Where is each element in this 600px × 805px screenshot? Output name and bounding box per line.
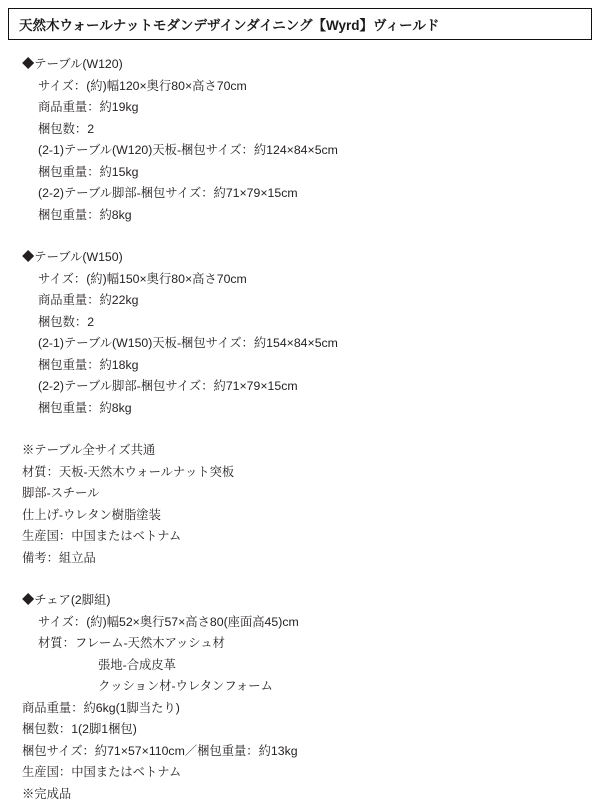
page-title: 天然木ウォールナットモダンデザインダイニング【Wyrd】ヴィールド	[19, 14, 439, 34]
spec-line: 材質：天板-天然木ウォールナット突板	[22, 462, 590, 484]
spec-line: 商品重量：約22kg	[22, 290, 590, 312]
document-title-bar	[8, 8, 592, 40]
spec-line: 梱包重量：約18kg	[22, 355, 590, 377]
spec-line: ◆テーブル(W120)	[22, 54, 590, 76]
spec-line: 商品重量：約6kg(1脚当たり)	[22, 698, 590, 720]
spec-line: 梱包数：2	[22, 312, 590, 334]
spec-block-table-w120	[22, 54, 590, 226]
spec-line: 梱包数：2	[22, 119, 590, 141]
spec-line: 梱包重量：約8kg	[22, 205, 590, 227]
block-spacer	[22, 226, 590, 247]
spec-line: 生産国：中国またはベトナム	[22, 526, 590, 548]
block-spacer	[22, 569, 590, 590]
spec-line: 商品重量：約19kg	[22, 97, 590, 119]
spec-line: 生産国：中国またはベトナム	[22, 762, 590, 784]
spec-block-table-common	[22, 440, 590, 569]
spec-line: (2-2)テーブル脚部-梱包サイズ：約71×79×15cm	[22, 183, 590, 205]
spec-line: ◆テーブル(W150)	[22, 247, 590, 269]
spec-line: 梱包サイズ：約71×57×110cm／梱包重量：約13kg	[22, 741, 590, 763]
spec-line: ※テーブル全サイズ共通	[22, 440, 590, 462]
spec-line: 梱包数：1(2脚1梱包)	[22, 719, 590, 741]
spec-line: 張地-合成皮革	[22, 655, 590, 677]
spec-document-page	[0, 8, 600, 728]
spec-block-chair-set	[22, 590, 590, 805]
block-spacer	[22, 419, 590, 440]
spec-line: サイズ：(約)幅150×奥行80×高さ70cm	[22, 269, 590, 291]
spec-line: ※完成品	[22, 784, 590, 805]
spec-line: (2-1)テーブル(W150)天板-梱包サイズ：約154×84×5cm	[22, 333, 590, 355]
spec-line: 材質：フレーム-天然木アッシュ材	[22, 633, 590, 655]
spec-line: 備考：組立品	[22, 548, 590, 570]
spec-line: (2-2)テーブル脚部-梱包サイズ：約71×79×15cm	[22, 376, 590, 398]
spec-line: 梱包重量：約15kg	[22, 162, 590, 184]
spec-body	[0, 40, 600, 805]
spec-line: 脚部-スチール	[22, 483, 590, 505]
spec-line: 梱包重量：約8kg	[22, 398, 590, 420]
spec-line: クッション材-ウレタンフォーム	[22, 676, 590, 698]
spec-line: サイズ：(約)幅52×奥行57×高さ80(座面高45)cm	[22, 612, 590, 634]
spec-line: サイズ：(約)幅120×奥行80×高さ70cm	[22, 76, 590, 98]
spec-line: (2-1)テーブル(W120)天板-梱包サイズ：約124×84×5cm	[22, 140, 590, 162]
spec-block-table-w150	[22, 247, 590, 419]
spec-line: ◆チェア(2脚組)	[22, 590, 590, 612]
spec-line: 仕上げ-ウレタン樹脂塗装	[22, 505, 590, 527]
